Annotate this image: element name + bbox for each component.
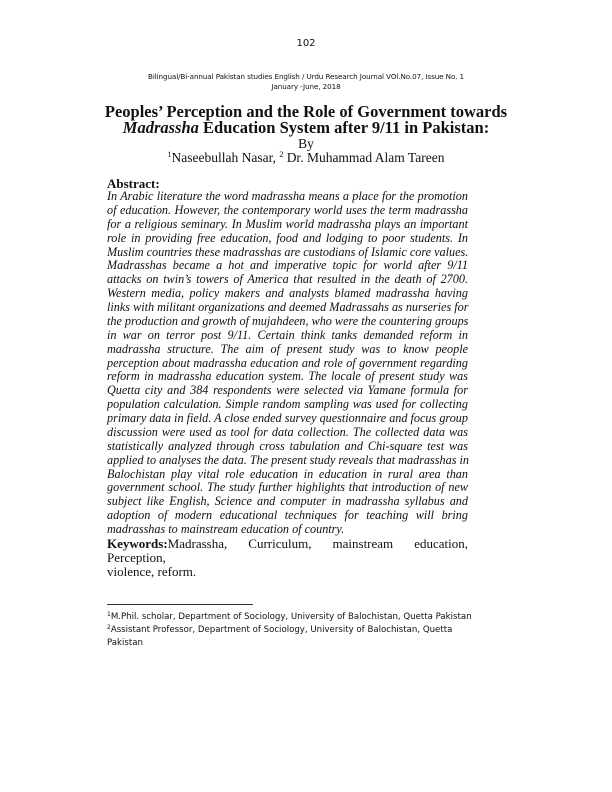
abstract-line: the production and growth of mujahdeen, who were the countering groups bbox=[107, 313, 469, 328]
abstract-line: links with militant organizations and deemed Madrassahs as nurseries for bbox=[107, 300, 469, 314]
footnote-2-text: Assistant Professor, Department of Sociology, University of Balochistan, Quetta bbox=[110, 625, 453, 635]
title-italic-word: Madrassha bbox=[122, 118, 199, 137]
abstract-line: role in providing free education, food and lodging to poor students. In bbox=[107, 230, 468, 245]
footnote-1-text: M.Phil. scholar, Department of Sociology, University of Balochistan, Quetta Pakistan bbox=[110, 612, 472, 622]
footnote-2-sup: 2 bbox=[107, 624, 111, 631]
footnote-2-cont bbox=[107, 637, 487, 650]
abstract-line: in war on terror post 9/11. Certain think tanks demanded reform in bbox=[107, 327, 468, 342]
abstract-line: Balochistan play vital role education in education in rural area than bbox=[107, 466, 468, 481]
keywords bbox=[107, 537, 468, 579]
abstract-line: reform in madrassha education system. The locale of present study was bbox=[107, 369, 468, 384]
author-1: Naseebullah Nasar, bbox=[171, 150, 280, 165]
journal-date: January -June, 2018 bbox=[271, 82, 341, 91]
footnote-2-text-cont: Pakistan bbox=[107, 638, 143, 648]
by-label: By bbox=[298, 136, 314, 151]
abstract-line: applied to analyses the data. The present study reveals that madrasshas in bbox=[107, 452, 469, 467]
abstract-line: population calculation. Simple random sampling was used for collecting bbox=[107, 397, 468, 412]
journal-header: Bilingual/Bi-annual Pakistan studies English / Urdu Research Journal VOl.No.07, Issue No. 1 bbox=[148, 72, 464, 81]
footnote-divider bbox=[107, 604, 253, 605]
abstract-line: adoption of modern educational techniques for teaching will bring bbox=[107, 508, 468, 523]
abstract-line: madrasshas to mainstream education of country. bbox=[107, 522, 345, 536]
abstract-line: government school. The study further highlights that introduction of new bbox=[107, 480, 468, 495]
abstract-line: Madrasshas became a hot and imperative topic for world after 9/11 bbox=[107, 258, 468, 273]
author-1-sup: 1 bbox=[167, 150, 172, 159]
footnote-2 bbox=[107, 624, 487, 637]
abstract-line: Muslim countries these madrasshas are custodians of Islamic core values. bbox=[107, 244, 469, 259]
abstract-line: Western media, policy makers and analysts blamed madrassha having bbox=[107, 286, 468, 301]
title-rest: Education System after 9/11 in Pakistan: bbox=[198, 118, 490, 137]
page-number: 102 bbox=[296, 38, 316, 49]
keywords-label: Keywords: bbox=[107, 536, 168, 551]
footnote-1 bbox=[107, 611, 487, 624]
keywords-line-1 bbox=[107, 537, 468, 565]
footnotes bbox=[107, 611, 487, 650]
paper-title-line-2 bbox=[0, 120, 612, 136]
abstract-line: perception about madrassha education and role of government regarding bbox=[107, 355, 468, 370]
authors bbox=[0, 150, 612, 166]
footnote-1-sup: 1 bbox=[107, 611, 111, 618]
abstract-line: discussion were used as tool for data collection. The collected data was bbox=[107, 424, 468, 439]
author-2: Dr. Muhammad Alam Tareen bbox=[283, 150, 445, 165]
abstract-line: Quetta city and 384 respondents were selected via Yamane formula for bbox=[107, 383, 468, 398]
paper-title-line-1: Peoples’ Perception and the Role of Government towards bbox=[104, 102, 508, 121]
abstract-line: for a religious seminary. In Muslim world madrassha plays an important bbox=[107, 216, 468, 231]
abstract-line: In Arabic literature the word madrassha means a place for the promotion bbox=[107, 189, 468, 203]
abstract-body bbox=[107, 190, 468, 537]
keywords-line-2: violence, reform. bbox=[107, 564, 197, 579]
author-2-sup: 2 bbox=[279, 150, 284, 159]
keywords-values: Madrassha, Curriculum, mainstream education, Perception, bbox=[107, 536, 468, 565]
abstract-line: statistically analyzed through cross tabulation and Chi-square test was bbox=[107, 438, 468, 453]
abstract-line: madrassha structure. The aim of present study was to know people bbox=[107, 341, 468, 356]
abstract-line: subject like English, Science and computer in madrassha syllabus and bbox=[107, 494, 468, 509]
abstract-line: of education. However, the contemporary world uses the term madrassha bbox=[107, 202, 468, 217]
abstract-heading: Abstract: bbox=[107, 176, 160, 191]
abstract-line: primary data in field. A close ended survey questionnaire and focus group bbox=[107, 411, 468, 425]
abstract-line: attacks on twin’s towers of America that resulted in the death of 2700. bbox=[107, 272, 468, 287]
